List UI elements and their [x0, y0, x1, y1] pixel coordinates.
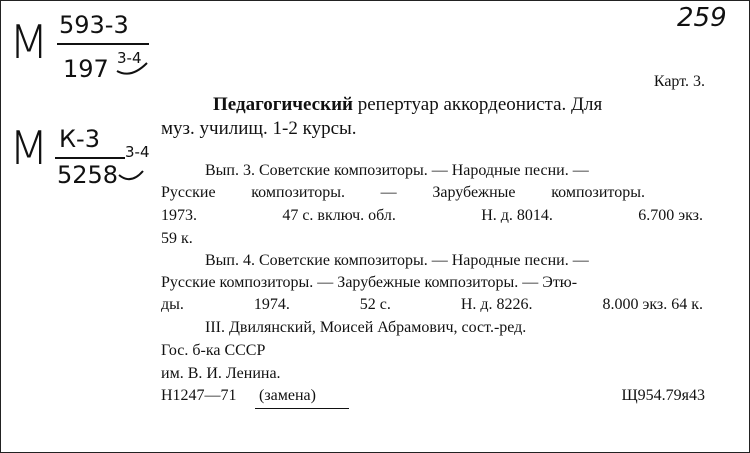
shelf-mark-letter-1: М: [9, 15, 49, 69]
issue3-word: Русские: [161, 184, 216, 201]
shelf-mark-fraction-line-2: [55, 157, 125, 159]
issue3-copies: 6.700 экз.: [638, 207, 703, 224]
issue4-year: 1974.: [253, 296, 290, 313]
title-line-1: [213, 94, 602, 116]
handwritten-hook-mark: [117, 165, 147, 185]
shelf-mark-superscript-1: 3-4: [117, 49, 142, 67]
issue3-nd: Н. д. 8014.: [481, 207, 553, 224]
shelf-mark-fraction-line-1: [57, 43, 149, 45]
issue3-line-3: [161, 207, 703, 225]
title-line-2: муз. училищ. 1-2 курсы.: [161, 118, 357, 139]
card-code: Н1247—71: [161, 387, 237, 404]
handwritten-hook-mark: [115, 57, 151, 79]
issue3-word: композиторы.: [551, 184, 645, 201]
issue3-year: 1973.: [161, 207, 197, 224]
card-number: Карт. 3.: [653, 73, 705, 90]
replacement-underline: [255, 408, 349, 409]
title-bold: Педагогический: [213, 94, 353, 115]
issue3-price: 59 к.: [161, 230, 193, 247]
issue4-line-1: Вып. 4. Советские композиторы. — Народные песни. —: [205, 252, 589, 269]
issue4-pages: 52 с.: [359, 296, 391, 313]
shelf-mark-numerator-2: К-3: [59, 125, 100, 153]
shelf-mark-denominator-1: 197: [63, 55, 109, 83]
responsibility-entry: III. Двилянский, Моисей Абрамович, сост.-ред.: [205, 319, 527, 336]
issue3-word: композиторы.: [251, 184, 345, 201]
issue4-copies-price: 8.000 экз. 64 к.: [602, 296, 703, 313]
library-line-2: им. В. И. Ленина.: [161, 365, 281, 382]
issue4-word: ды.: [161, 296, 184, 313]
issue3-line-1: Вып. 3. Советские композиторы. — Народные песни. —: [205, 162, 589, 179]
library-line-1: Гос. б-ка СССР: [161, 342, 266, 359]
handwritten-page-number: 259: [677, 3, 727, 33]
classification-index: Щ954.79я43: [621, 387, 705, 404]
shelf-mark-numerator-1: 593-3: [59, 11, 129, 39]
issue3-word: —: [380, 184, 397, 201]
shelf-mark-denominator-2: 5258: [57, 161, 119, 189]
issue4-line-3: [161, 296, 703, 314]
issue3-line-2: [161, 184, 645, 202]
issue3-pages: 47 с. включ. обл.: [282, 207, 396, 224]
shelf-mark-letter-2: М: [9, 121, 49, 175]
title-rest: репертуар аккордеониста. Для: [352, 94, 603, 115]
shelf-mark-superscript-2: 3-4: [125, 143, 150, 161]
issue4-line-2: Русские композиторы. — Зарубежные композиторы. — Этю-: [161, 274, 578, 291]
replacement-note: (замена): [259, 387, 316, 404]
issue3-word: Зарубежные: [432, 184, 516, 201]
issue4-nd: Н. д. 8226.: [460, 296, 533, 313]
